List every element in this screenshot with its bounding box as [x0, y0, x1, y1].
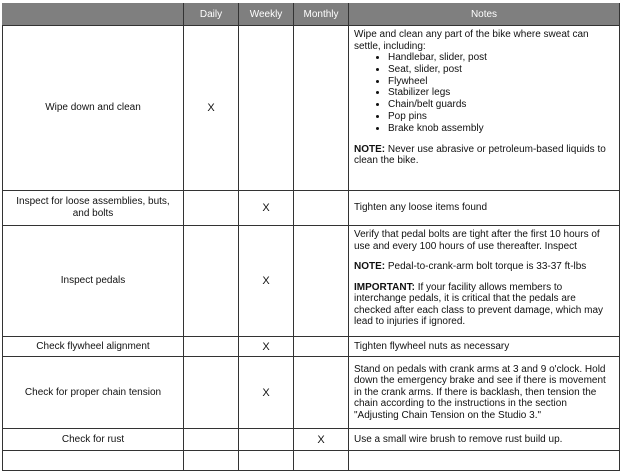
monthly-cell: [294, 337, 349, 357]
daily-cell: [184, 357, 239, 429]
weekly-cell: X: [239, 357, 294, 429]
note: [354, 261, 613, 273]
weekly-cell: X: [239, 226, 294, 337]
note-text: Never use abrasive or petroleum-based liquids to clean the bike.: [354, 143, 606, 167]
task-cell: Check flywheel alignment: [3, 337, 184, 357]
notes-cell: [349, 226, 620, 337]
task-cell: Check for rust: [3, 429, 184, 451]
notes-cell: Tighten any loose items found: [349, 191, 620, 226]
task-cell: Inspect pedals: [3, 226, 184, 337]
weekly-cell: X: [239, 191, 294, 226]
note-text: Pedal-to-crank-arm bolt torque is 33-37 ft-lbs: [385, 261, 587, 272]
table-row: [3, 26, 620, 191]
list-item: • Chain/belt guards: [388, 99, 613, 111]
list-item: • Pop pins: [388, 111, 613, 123]
daily-cell: [184, 337, 239, 357]
daily-cell: X: [184, 26, 239, 191]
daily-cell: [184, 191, 239, 226]
weekly-cell: X: [239, 337, 294, 357]
notes-intro: Verify that pedal bolts are tight after the first 10 hours of use and every 100 hours of use thereafter. Inspect: [354, 229, 600, 252]
monthly-cell: [294, 357, 349, 429]
task-cell: Check for proper chain tension: [3, 357, 184, 429]
list-item: • Seat, slider, post: [388, 64, 613, 76]
notes-cell: Tighten flywheel nuts as necessary: [349, 337, 620, 357]
monthly-cell: X: [294, 429, 349, 451]
monthly-cell: [294, 26, 349, 191]
list-item: • Handlebar, slider, post: [388, 52, 613, 64]
header-weekly: Weekly: [239, 4, 294, 26]
table-row: [3, 226, 620, 337]
weekly-cell: [239, 429, 294, 451]
daily-cell: [184, 429, 239, 451]
header-monthly: Monthly: [294, 4, 349, 26]
table-row-partial: [3, 451, 620, 471]
important-text: If your facility allows members to interchange pedals, it is critical that the pedals are checked after each class to prevent damage, which may lead to injuries if ignored.: [354, 281, 604, 327]
notes-cell: [349, 26, 620, 191]
monthly-cell: [294, 191, 349, 226]
list-item: • Stabilizer legs: [388, 87, 613, 99]
notes-cell: Use a small wire brush to remove rust build up.: [349, 429, 620, 451]
notes-cell: Stand on pedals with crank arms at 3 and 9 o'clock. Hold down the emergency brake and see if there is movement in the crank arms. If there is backlash, then tension the chain according to the instructions in the section "Adjusting Chain Tension on the Studio 3.": [349, 357, 620, 429]
notes-intro: Wipe and clean any part of the bike where sweat can settle, including:: [354, 29, 589, 52]
table-row: [3, 429, 620, 451]
important-label: IMPORTANT:: [354, 281, 415, 293]
monthly-cell: [294, 226, 349, 337]
header-row: [3, 4, 620, 26]
table-row: [3, 337, 620, 357]
table-row: [3, 357, 620, 429]
task-cell: Inspect for loose assemblies, buts, and bolts: [3, 191, 184, 226]
table-row: [3, 191, 620, 226]
header-task: [3, 4, 184, 26]
maintenance-table: [2, 3, 620, 471]
note-label: NOTE:: [354, 261, 386, 272]
note-label: NOTE:: [354, 143, 386, 155]
note: [354, 144, 613, 167]
daily-cell: [184, 226, 239, 337]
weekly-cell: [239, 26, 294, 191]
list-item: • Brake knob assembly: [388, 123, 613, 135]
header-notes: Notes: [349, 4, 620, 26]
task-cell: Wipe down and clean: [3, 26, 184, 191]
list-item: • Flywheel: [388, 76, 613, 88]
header-daily: Daily: [184, 4, 239, 26]
parts-list: [354, 52, 613, 135]
important-note: [354, 282, 613, 328]
